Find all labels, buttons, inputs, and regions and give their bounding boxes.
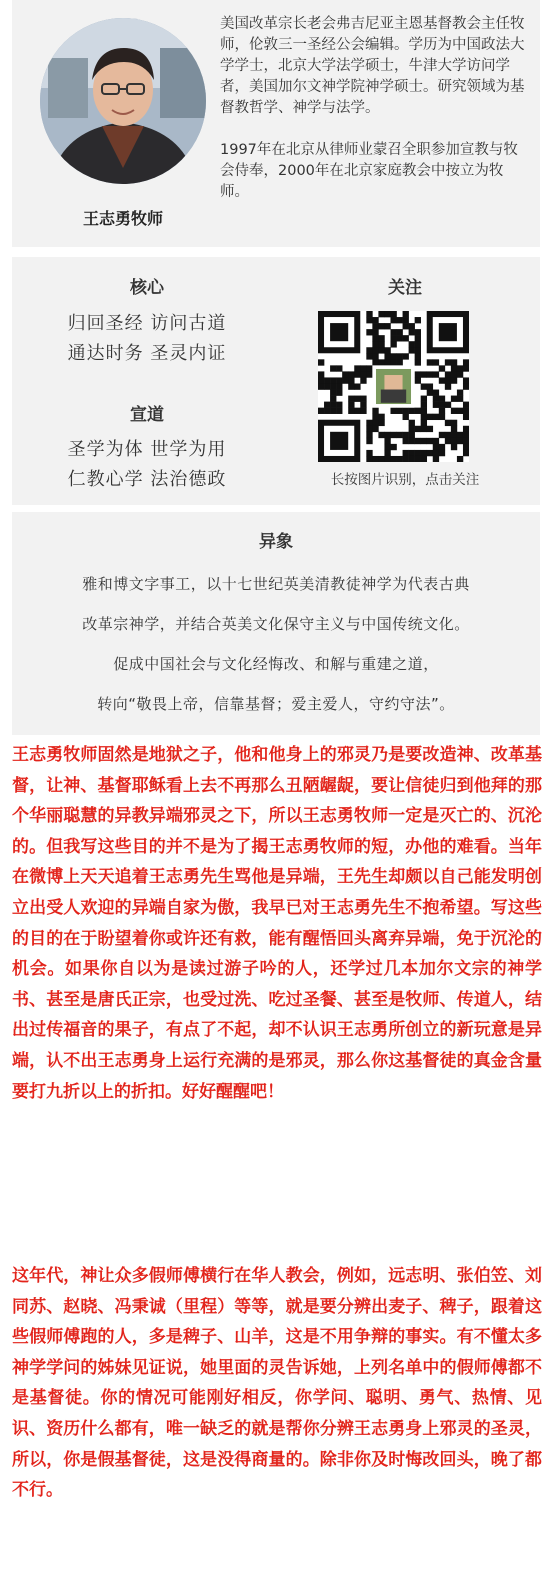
follow-heading: 关注	[388, 278, 422, 298]
vision-line: 雅和博文字事工，以十七世纪英美清教徒神学为代表古典	[82, 575, 470, 593]
preach-heading: 宣道	[130, 405, 164, 425]
vision-text	[12, 564, 540, 724]
vision-line: 转向“敬畏上帝，信靠基督；爱主爱人，守约守法”。	[97, 695, 455, 713]
preach-list	[40, 435, 254, 495]
vision-card	[12, 512, 540, 735]
core-heading: 核心	[130, 278, 164, 298]
author-name: 王志勇牧师	[82, 209, 163, 228]
core-line: 通达时务 圣灵内证	[67, 343, 227, 364]
preach-line: 仁教心学 法治德政	[67, 469, 227, 490]
vision-heading: 异象	[259, 532, 293, 552]
vision-line: 促成中国社会与文化经悔改、和解与重建之道，	[113, 655, 439, 673]
author-bio	[220, 14, 526, 203]
core-line: 归回圣经 访问古道	[67, 313, 227, 334]
core-and-follow-card	[12, 257, 540, 505]
commentary-paragraph: 王志勇牧师固然是地狱之子，他和他身上的邪灵乃是要改造神、改革基督，让神、基督耶稣看上去不再那么丑陋龌龊，要让信徒归到他拜的那个华丽聪慧的异教异端邪灵之下，所以王志勇牧师一定是灭亡的、沉沦的。但我写这些目的并不是为了揭王志勇牧师的短，办他的难看。当年在微博上天天追着王志勇先生骂他是异端，王先生却颇以自己能发明创立出受人欢迎的异端自家为傲，我早已对王志勇先生不抱希望。写这些的目的在于盼望着你或许还有救，能有醒悟回头离弃异端，免于沉沦的机会。如果你自以为是读过游子吟的人，还学过几本加尔文宗的神学书、甚至是唐氏正宗，也受过洗、吃过圣餐、甚至是牧师、传道人，结出过传福音的果子，有点了不起，却不认识王志勇所创立的新玩意是异端，认不出王志勇身上运行充满的是邪灵，那么你这基督徒的真金含量要打九折以上的折扣。好好醒醒吧！	[12, 745, 542, 1102]
preach-line: 圣学为体 世学为用	[67, 439, 227, 460]
core-list	[40, 309, 254, 369]
commentary-paragraph: 这年代，神让众多假师傅横行在华人教会，例如，远志明、张伯笠、刘同苏、赵晓、冯秉诚（里程）等等，就是要分辨出麦子、稗子，跟着这些假师傅跑的人，多是稗子、山羊，这是不用争辩的事实。有不懂太多神学学问的姊妹见证说，她里面的灵告诉她，上列名单中的假师傅都不是基督徒。你的情况可能刚好相反，你学问、聪明、勇气、热情、见识、资历什么都有，唯一缺乏的就是帮你分辨王志勇身上邪灵的圣灵，所以，你是假基督徒，这是没得商量的。除非你及时悔改回头，晚了都不行。	[12, 1266, 542, 1501]
avatar	[40, 18, 206, 184]
qr-code-image[interactable]	[318, 311, 469, 462]
bio-paragraph: 1997年在北京从律师业蒙召全职参加宣教与牧会侍奉，2000年在北京家庭教会中按立为牧师。	[220, 142, 518, 200]
author-profile-card	[12, 0, 540, 247]
vision-line: 改革宗神学，并结合英美文化保守主义与中国传统文化。	[82, 615, 470, 633]
qr-caption: 长按图片识别，点击关注	[330, 472, 480, 488]
bio-paragraph: 美国改革宗长老会弗吉尼亚主恩基督教会主任牧师，伦敦三一圣经公会编辑。学历为中国政法大学学士，北京大学法学硕士，牛津大学访问学者，美国加尔文神学院神学硕士。研究领域为基督教哲学、神学与法学。	[220, 16, 525, 116]
